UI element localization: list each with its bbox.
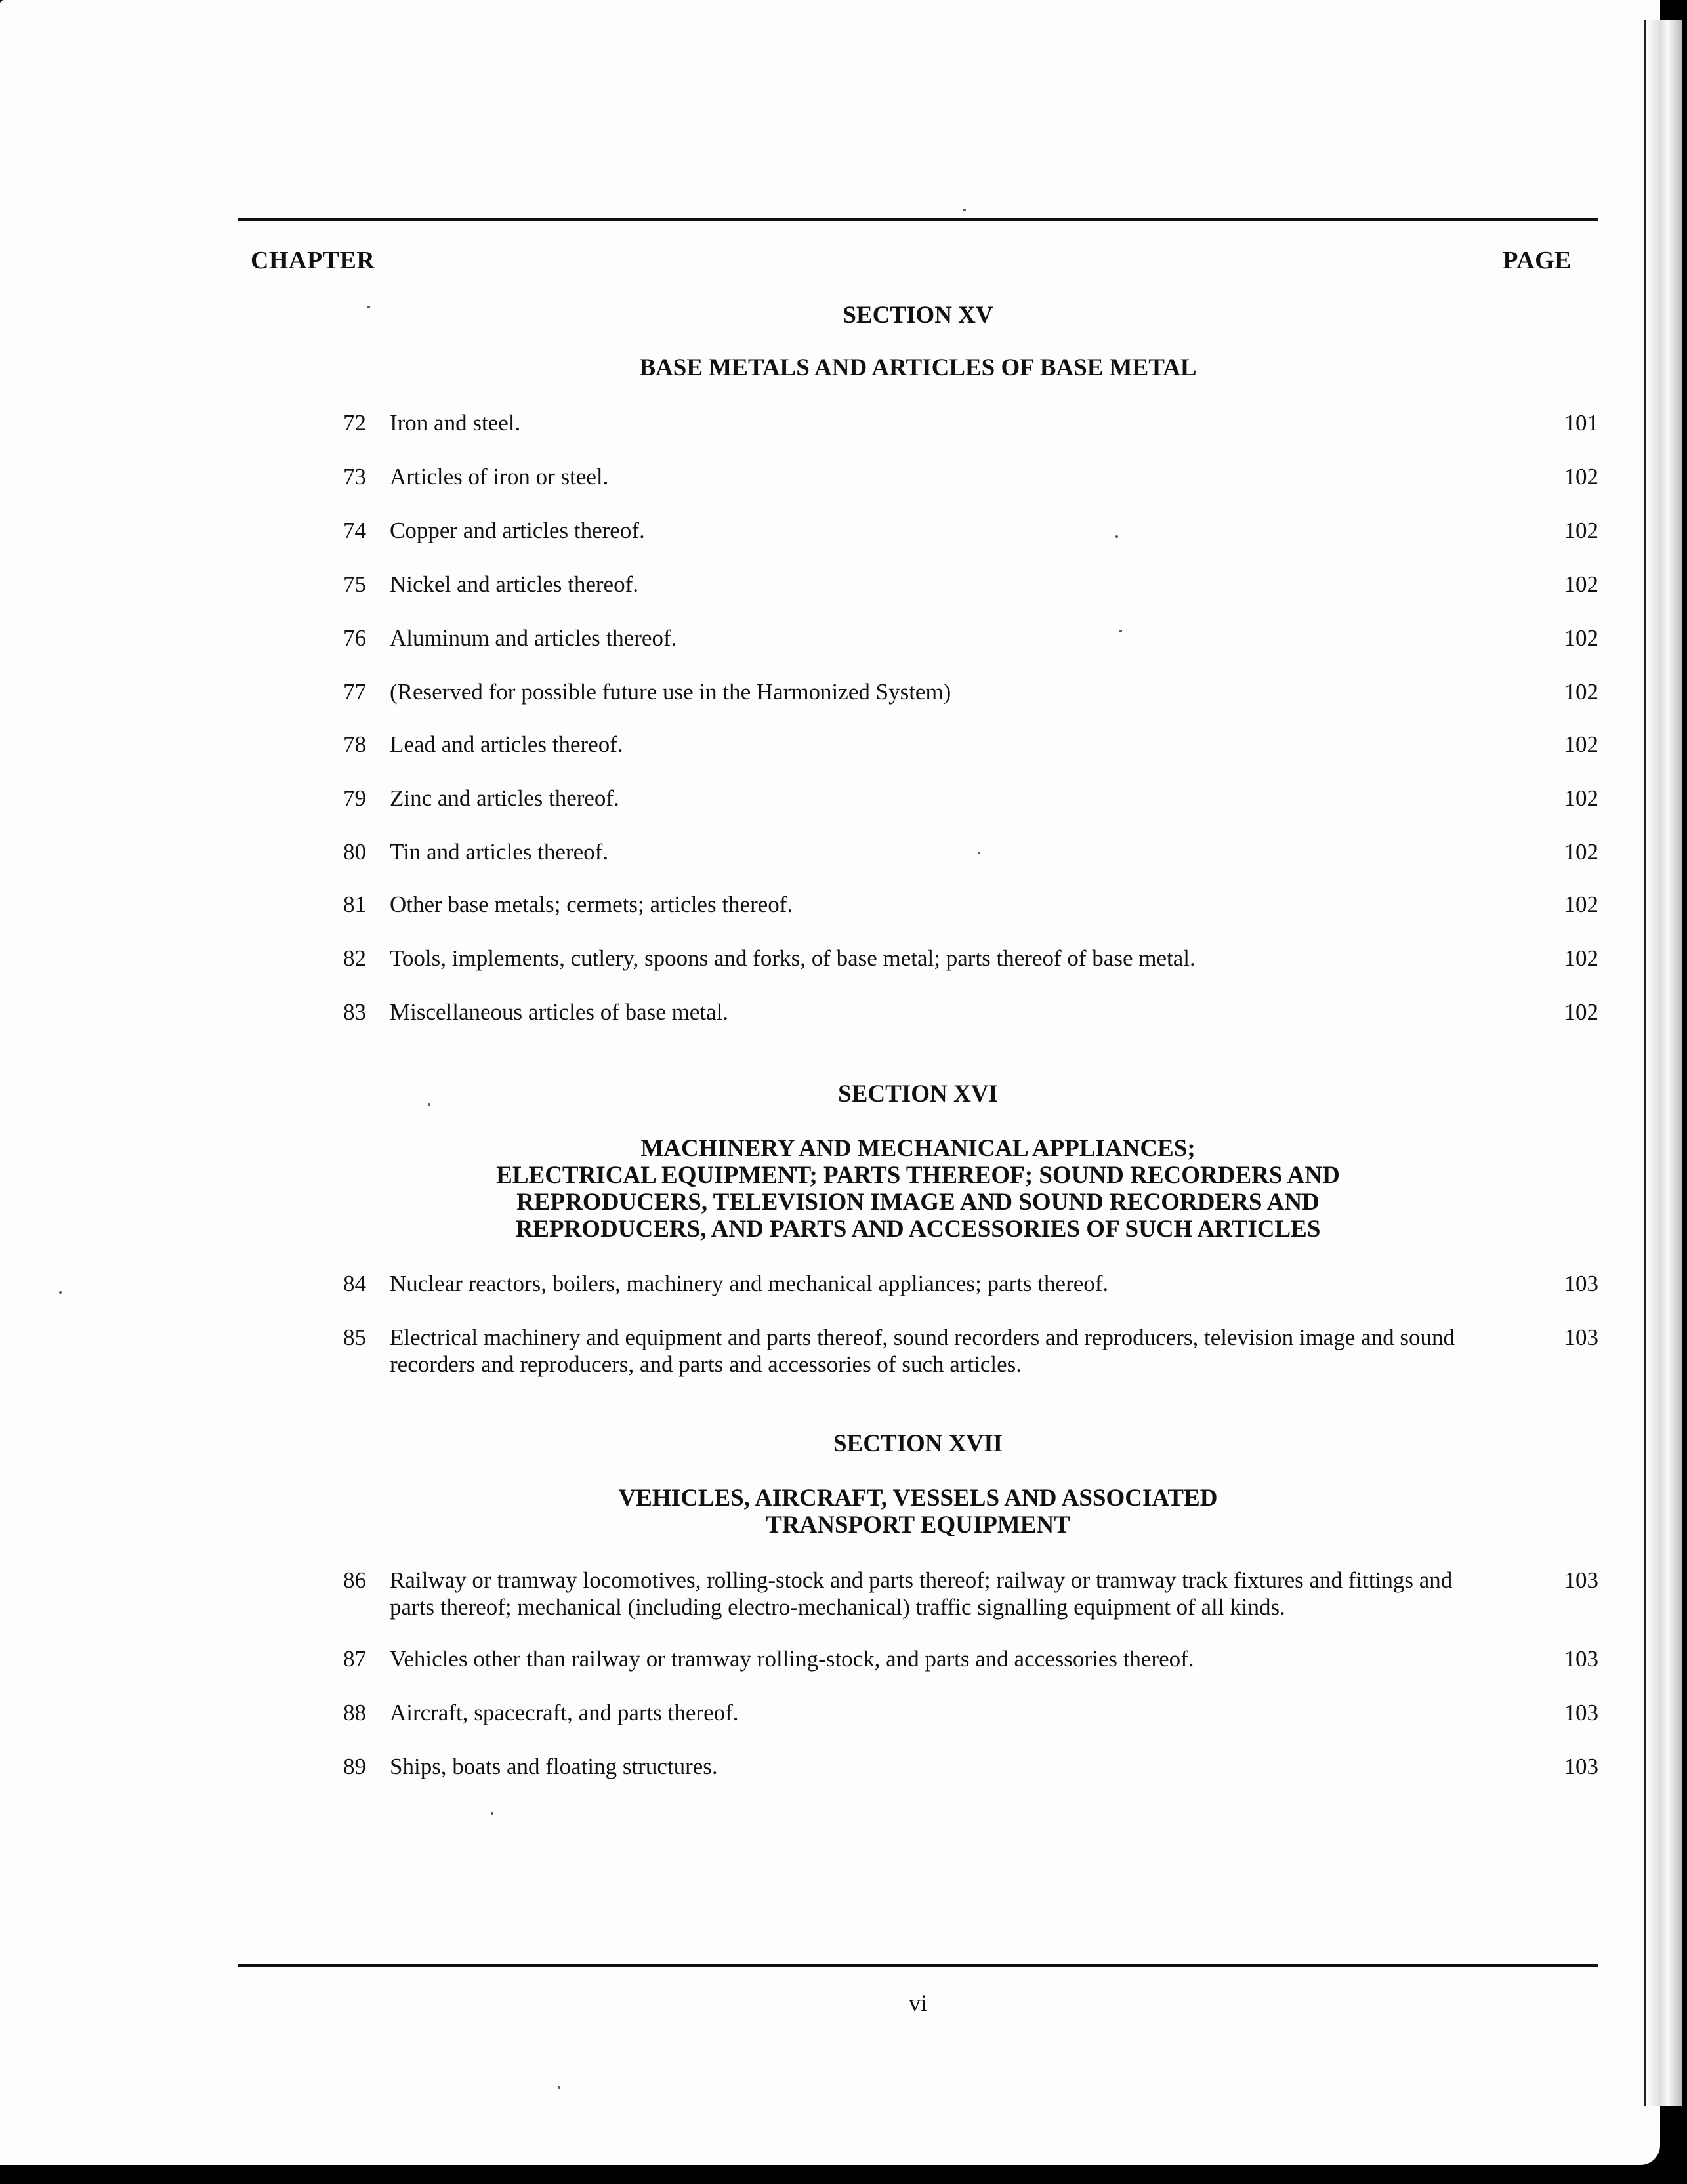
chapter-number: 80 — [343, 839, 366, 865]
scan-speck — [367, 306, 370, 308]
chapter-number: 82 — [343, 945, 366, 971]
page-number: 103 — [1564, 1646, 1598, 1672]
chapter-title: Ships, boats and floating structures. — [390, 1754, 718, 1779]
chapter-title: Other base metals; cermets; articles thereof. — [390, 892, 793, 917]
chapter-number: 87 — [343, 1646, 366, 1672]
chapter-title: Articles of iron or steel. — [390, 464, 609, 489]
chapter-title: Vehicles other than railway or tramway rolling-stock, and parts and accessories thereof. — [390, 1646, 1194, 1672]
page-number: 102 — [1564, 945, 1598, 971]
page-number: 102 — [1564, 679, 1598, 705]
page-number: 102 — [1564, 892, 1598, 917]
chapter-number: 75 — [343, 571, 366, 597]
chapter-title: Tools, implements, cutlery, spoons and forks, of base metal; parts thereof of base metal. — [390, 945, 1196, 971]
page-number: 103 — [1564, 1325, 1598, 1350]
page-number: 102 — [1564, 731, 1598, 757]
page-number: 102 — [1564, 571, 1598, 597]
scan-speck — [59, 1291, 62, 1294]
chapter-number: 84 — [343, 1271, 366, 1296]
chapter-title: Railway or tramway locomotives, rolling-stock and parts thereof; railway or tramway track fixtures and fittings and parts thereof; mechanical (including electro-mechanical) traffic signalling equipment of all kinds. — [390, 1567, 1453, 1620]
chapter-number: 85 — [343, 1325, 366, 1350]
chapter-title: Aircraft, spacecraft, and parts thereof. — [390, 1700, 739, 1725]
page-edge-shadow — [1644, 20, 1682, 2106]
page-folio: vi — [908, 1990, 927, 2016]
section-heading: REPRODUCERS, AND PARTS AND ACCESSORIES OF SUCH ARTICLES — [515, 1216, 1321, 1243]
page-number: 102 — [1564, 785, 1598, 811]
scan-speck — [1115, 535, 1118, 538]
chapter-title: Aluminum and articles thereof. — [390, 625, 677, 651]
section-heading: MACHINERY AND MECHANICAL APPLIANCES; — [640, 1135, 1196, 1162]
scan-speck — [491, 1812, 493, 1815]
chapter-number: 78 — [343, 731, 366, 757]
chapter-number: 73 — [343, 464, 366, 489]
chapter-title: Electrical machinery and equipment and parts thereof, sound recorders and reproducers, television image and sound recorders and reproducers, and parts and accessories of such articles. — [390, 1325, 1455, 1377]
chapter-number: 72 — [343, 410, 366, 436]
chapter-number: 76 — [343, 625, 366, 651]
section-heading: VEHICLES, AIRCRAFT, VESSELS AND ASSOCIATED — [618, 1485, 1218, 1512]
chapter-title: Iron and steel. — [390, 410, 521, 436]
chapter-number: 74 — [343, 518, 366, 543]
chapter-title: Tin and articles thereof. — [390, 839, 609, 865]
page-number: 101 — [1564, 410, 1598, 436]
scan-speck — [428, 1103, 430, 1106]
chapter-title: Miscellaneous articles of base metal. — [390, 999, 729, 1025]
page-number: 103 — [1564, 1567, 1598, 1593]
scan-speck — [963, 209, 966, 211]
page-number: 103 — [1564, 1271, 1598, 1296]
page-number: 103 — [1564, 1754, 1598, 1779]
page-number: 102 — [1564, 625, 1598, 651]
chapter-title: Copper and articles thereof. — [390, 518, 645, 543]
chapter-number: 89 — [343, 1754, 366, 1779]
scan-speck — [1119, 630, 1122, 632]
page-number: 102 — [1564, 518, 1598, 543]
section-heading: BASE METALS AND ARTICLES OF BASE METAL — [639, 354, 1197, 381]
chapter-title: Lead and articles thereof. — [390, 731, 623, 757]
chapter-title: (Reserved for possible future use in the Harmonized System) — [390, 679, 951, 705]
chapter-number: 81 — [343, 892, 366, 917]
chapter-number: 77 — [343, 679, 366, 705]
section-title: SECTION XV — [843, 302, 993, 329]
page-number: 102 — [1564, 839, 1598, 865]
chapter-title: Nuclear reactors, boilers, machinery and mechanical appliances; parts thereof. — [390, 1271, 1109, 1296]
chapter-number: 79 — [343, 785, 366, 811]
chapter-column-header: CHAPTER — [251, 247, 375, 274]
page-number: 102 — [1564, 999, 1598, 1025]
scan-speck — [978, 852, 980, 854]
chapter-number: 86 — [343, 1567, 366, 1593]
page-number: 103 — [1564, 1700, 1598, 1725]
chapter-title: Zinc and articles thereof. — [390, 785, 619, 811]
scan-speck — [558, 2086, 560, 2089]
chapter-number: 88 — [343, 1700, 366, 1725]
section-heading: TRANSPORT EQUIPMENT — [766, 1512, 1070, 1538]
section-title: SECTION XVI — [838, 1081, 998, 1107]
section-heading: ELECTRICAL EQUIPMENT; PARTS THEREOF; SOUND RECORDERS AND — [496, 1162, 1340, 1189]
bottom-rule — [238, 1964, 1598, 1967]
chapter-number: 83 — [343, 999, 366, 1025]
top-rule — [238, 218, 1598, 221]
section-title: SECTION XVII — [833, 1430, 1003, 1457]
page-number: 102 — [1564, 464, 1598, 489]
page-column-header: PAGE — [1503, 247, 1572, 274]
chapter-title: Nickel and articles thereof. — [390, 571, 638, 597]
section-heading: REPRODUCERS, TELEVISION IMAGE AND SOUND RECORDERS AND — [516, 1189, 1320, 1216]
